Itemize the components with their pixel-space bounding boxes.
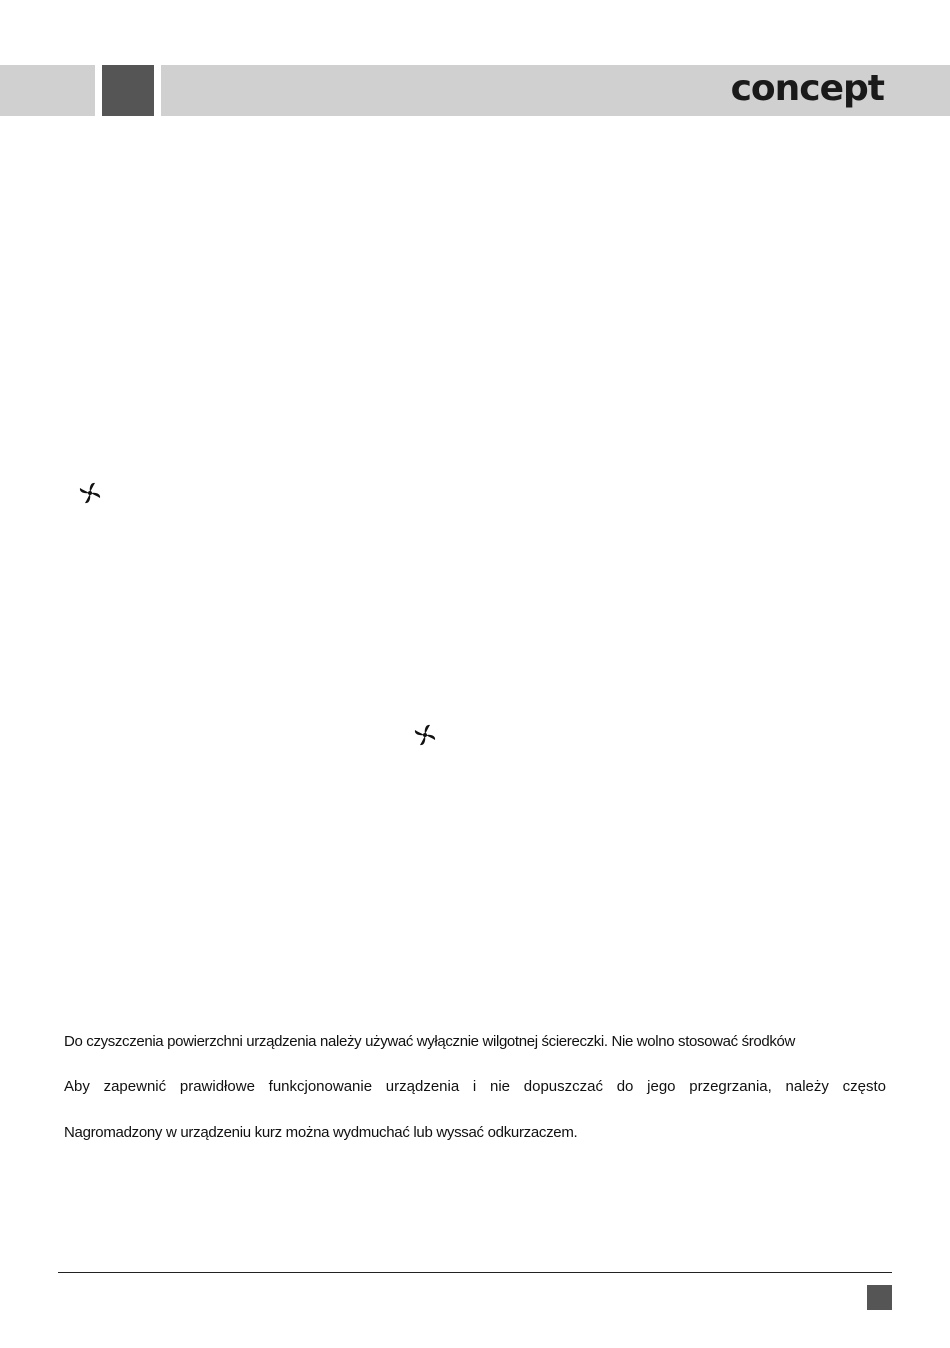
fan-icon: [413, 723, 437, 747]
header-bar-left: [0, 65, 95, 116]
footer-page-marker: [867, 1285, 892, 1310]
cleaning-paragraph-1: Do czyszczenia powierzchni urządzenia należy używać wyłącznie wilgotnej ściereczki. Nie wolno stosować środków: [64, 1033, 795, 1050]
cleaning-paragraph-3: Nagromadzony w urządzeniu kurz można wydmuchać lub wyssać odkurzaczem.: [64, 1124, 578, 1141]
cleaning-paragraph-2: Aby zapewnić prawidłowe funkcjonowanie urządzenia i nie dopuszczać do jego przegrzania, należy często: [64, 1078, 886, 1095]
footer-divider: [58, 1272, 892, 1273]
header-accent-square: [102, 65, 154, 116]
brand-logo: concept: [730, 68, 884, 109]
fan-icon: [78, 481, 102, 505]
